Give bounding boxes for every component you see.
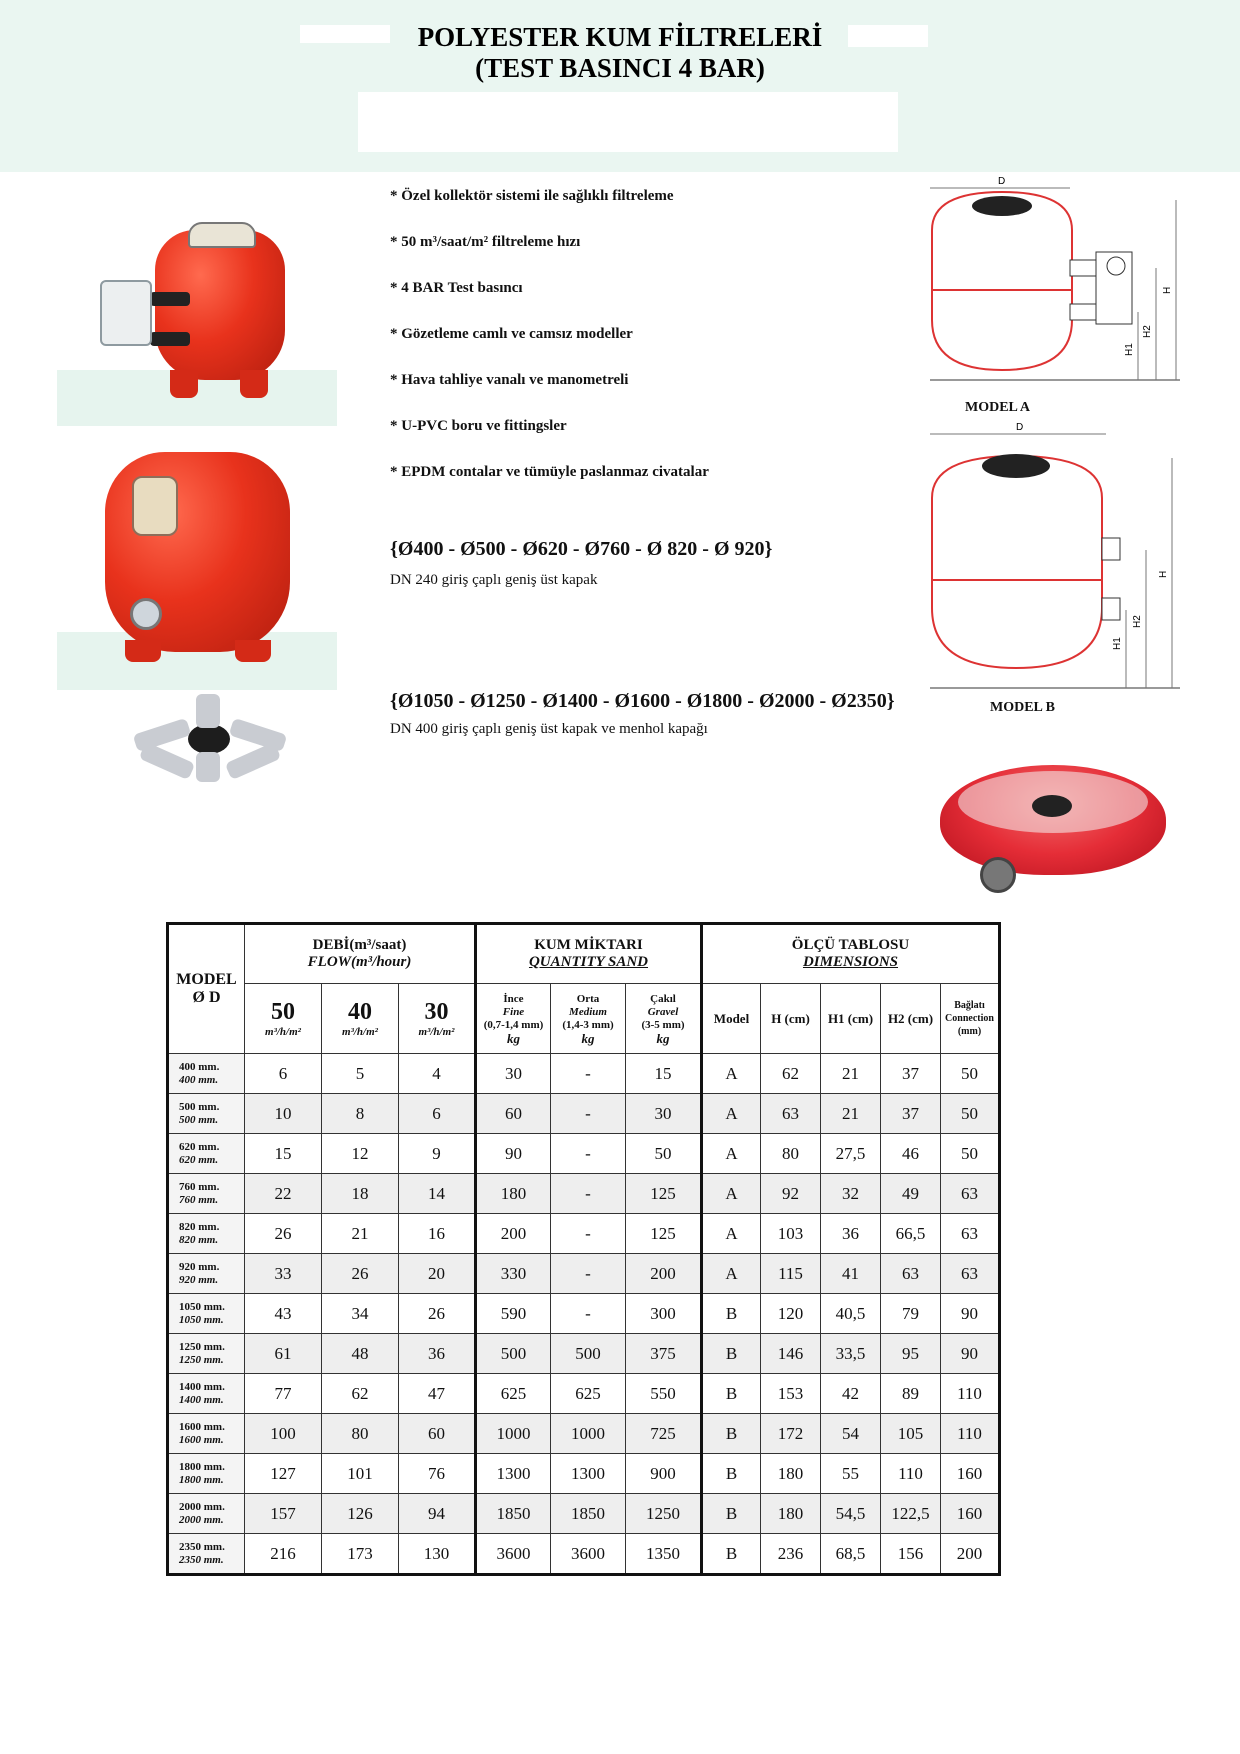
cell-f50: 15 — [245, 1134, 322, 1174]
sand-header: KUM MİKTARI QUANTITY SAND — [476, 924, 702, 984]
table-row — [168, 1214, 1000, 1254]
dim-h1-label-b: H1 — [1112, 637, 1123, 650]
table-row — [168, 1174, 1000, 1214]
model-b-label: MODEL B — [990, 700, 1055, 715]
cell-fine: 180 — [476, 1174, 551, 1214]
filter-model-b-photo — [100, 440, 300, 670]
cell-gravel: 1250 — [626, 1494, 702, 1534]
model-size-cell: 760 mm. 760 mm. — [168, 1174, 245, 1214]
cell-f50: 100 — [245, 1414, 322, 1454]
cell-f50: 77 — [245, 1374, 322, 1414]
dimensions-header: ÖLÇÜ TABLOSU DIMENSIONS — [702, 924, 1000, 984]
model-size-cell: 2000 mm. 2000 mm. — [168, 1494, 245, 1534]
cell-fine: 200 — [476, 1214, 551, 1254]
filter-model-a-photo — [90, 200, 300, 410]
cell-f50: 61 — [245, 1334, 322, 1374]
cell-f30: 130 — [399, 1534, 476, 1575]
cell-h1: 21 — [821, 1094, 881, 1134]
header-blur-bottom — [358, 92, 898, 152]
cell-f30: 16 — [399, 1214, 476, 1254]
dim-col-h: H (cm) — [761, 984, 821, 1054]
model-size-cell: 1050 mm. 1050 mm. — [168, 1294, 245, 1334]
cell-f30: 47 — [399, 1374, 476, 1414]
model-size-cell: 1400 mm. 1400 mm. — [168, 1374, 245, 1414]
cell-gravel: 725 — [626, 1414, 702, 1454]
feature-list — [390, 188, 860, 510]
cell-conn: 50 — [941, 1094, 1000, 1134]
cell-h2: 110 — [881, 1454, 941, 1494]
model-header: MODEL Ø D — [168, 924, 245, 1054]
cell-fine: 590 — [476, 1294, 551, 1334]
cell-medium: - — [551, 1054, 626, 1094]
cell-fine: 30 — [476, 1054, 551, 1094]
cell-h: 172 — [761, 1414, 821, 1454]
cell-h1: 36 — [821, 1214, 881, 1254]
dim-col-h2: H2 (cm) — [881, 984, 941, 1054]
model-a-label: MODEL A — [965, 400, 1030, 415]
table-row — [168, 1334, 1000, 1374]
cell-f40: 34 — [322, 1294, 399, 1334]
cell-h2: 37 — [881, 1094, 941, 1134]
table-row — [168, 1414, 1000, 1454]
cell-gravel: 200 — [626, 1254, 702, 1294]
cell-f50: 216 — [245, 1534, 322, 1575]
feature-item: * 4 BAR Test basıncı — [390, 280, 523, 296]
model-size-cell: 500 mm. 500 mm. — [168, 1094, 245, 1134]
cell-f40: 26 — [322, 1254, 399, 1294]
cell-type: B — [702, 1374, 761, 1414]
cell-conn: 50 — [941, 1134, 1000, 1174]
cell-medium: - — [551, 1094, 626, 1134]
cell-h2: 89 — [881, 1374, 941, 1414]
cell-f40: 5 — [322, 1054, 399, 1094]
table-row — [168, 1294, 1000, 1334]
cell-h: 180 — [761, 1454, 821, 1494]
cell-medium: - — [551, 1174, 626, 1214]
cell-medium: 3600 — [551, 1534, 626, 1575]
dim-h1-label-a: H1 — [1124, 343, 1135, 356]
dim-h-label-b: H — [1158, 570, 1169, 578]
cell-h2: 95 — [881, 1334, 941, 1374]
cell-f30: 94 — [399, 1494, 476, 1534]
cell-h2: 79 — [881, 1294, 941, 1334]
cell-medium: 500 — [551, 1334, 626, 1374]
feature-item: * EPDM contalar ve tümüyle paslanmaz civatalar — [390, 464, 709, 480]
cell-h2: 105 — [881, 1414, 941, 1454]
range-b-sizes: {Ø1050 - Ø1250 - Ø1400 - Ø1600 - Ø1800 - Ø2000 - Ø2350} — [390, 690, 895, 712]
cell-f30: 4 — [399, 1054, 476, 1094]
cell-gravel: 30 — [626, 1094, 702, 1134]
cell-fine: 330 — [476, 1254, 551, 1294]
cell-gravel: 375 — [626, 1334, 702, 1374]
cell-f50: 6 — [245, 1054, 322, 1094]
model-size-cell: 400 mm. 400 mm. — [168, 1054, 245, 1094]
cell-conn: 63 — [941, 1214, 1000, 1254]
cell-f50: 43 — [245, 1294, 322, 1334]
range-b-note: DN 400 giriş çaplı geniş üst kapak ve menhol kapağı — [390, 721, 708, 737]
cell-f40: 80 — [322, 1414, 399, 1454]
sand-col-medium: Orta Medium (1,4-3 mm) kg — [551, 984, 626, 1054]
cell-type: B — [702, 1334, 761, 1374]
cell-medium: 625 — [551, 1374, 626, 1414]
cell-fine: 1000 — [476, 1414, 551, 1454]
model-size-cell: 920 mm. 920 mm. — [168, 1254, 245, 1294]
sand-col-gravel: Çakıl Gravel (3-5 mm) kg — [626, 984, 702, 1054]
cell-h: 103 — [761, 1214, 821, 1254]
cell-type: B — [702, 1294, 761, 1334]
range-a-sizes: {Ø400 - Ø500 - Ø620 - Ø760 - Ø 820 - Ø 920} — [390, 538, 773, 560]
cell-fine: 625 — [476, 1374, 551, 1414]
cell-type: A — [702, 1094, 761, 1134]
cell-h: 92 — [761, 1174, 821, 1214]
cell-type: B — [702, 1494, 761, 1534]
feature-item: * Hava tahliye vanalı ve manometreli — [390, 372, 629, 388]
cell-gravel: 50 — [626, 1134, 702, 1174]
model-a-diagram — [920, 170, 1190, 400]
dim-h-label-a: H — [1162, 286, 1173, 294]
cell-h1: 27,5 — [821, 1134, 881, 1174]
model-size-cell: 2350 mm. 2350 mm. — [168, 1534, 245, 1575]
cell-h2: 122,5 — [881, 1494, 941, 1534]
dim-col-connection: Bağlatı Connection (mm) — [941, 984, 1000, 1054]
cell-conn: 50 — [941, 1054, 1000, 1094]
cell-f50: 26 — [245, 1214, 322, 1254]
cell-medium: - — [551, 1134, 626, 1174]
cell-f40: 8 — [322, 1094, 399, 1134]
table-row — [168, 1094, 1000, 1134]
cell-type: B — [702, 1454, 761, 1494]
cell-medium: 1300 — [551, 1454, 626, 1494]
title-line-1: POLYESTER KUM FİLTRELERİ — [417, 22, 823, 52]
sand-col-fine: İnce Fine (0,7-1,4 mm) kg — [476, 984, 551, 1054]
dim-h2-label-a: H2 — [1142, 325, 1153, 338]
cell-fine: 1850 — [476, 1494, 551, 1534]
model-size-cell: 820 mm. 820 mm. — [168, 1214, 245, 1254]
spec-table — [166, 922, 1001, 1576]
cell-h: 63 — [761, 1094, 821, 1134]
cell-type: A — [702, 1254, 761, 1294]
table-row — [168, 1134, 1000, 1174]
cell-conn: 160 — [941, 1494, 1000, 1534]
cell-h2: 156 — [881, 1534, 941, 1575]
cell-h1: 54,5 — [821, 1494, 881, 1534]
range-a-note: DN 240 giriş çaplı geniş üst kapak — [390, 572, 598, 588]
model-size-cell: 620 mm. 620 mm. — [168, 1134, 245, 1174]
cell-h1: 33,5 — [821, 1334, 881, 1374]
cell-conn: 90 — [941, 1294, 1000, 1334]
cell-h1: 40,5 — [821, 1294, 881, 1334]
title-line-2: (TEST BASINCI 4 BAR) — [475, 53, 765, 83]
cell-h: 62 — [761, 1054, 821, 1094]
cell-h2: 49 — [881, 1174, 941, 1214]
cell-h1: 32 — [821, 1174, 881, 1214]
cell-h2: 37 — [881, 1054, 941, 1094]
cell-f50: 127 — [245, 1454, 322, 1494]
cell-f40: 126 — [322, 1494, 399, 1534]
cell-h: 236 — [761, 1534, 821, 1575]
cell-f40: 173 — [322, 1534, 399, 1575]
cell-fine: 3600 — [476, 1534, 551, 1575]
feature-item: * Gözetleme camlı ve camsız modeller — [390, 326, 633, 342]
cell-gravel: 125 — [626, 1174, 702, 1214]
dim-h2-label-b: H2 — [1132, 615, 1143, 628]
cell-h: 180 — [761, 1494, 821, 1534]
cell-gravel: 15 — [626, 1054, 702, 1094]
cell-type: A — [702, 1134, 761, 1174]
model-b-diagram — [920, 418, 1190, 698]
cell-f30: 60 — [399, 1414, 476, 1454]
cell-gravel: 900 — [626, 1454, 702, 1494]
cell-fine: 90 — [476, 1134, 551, 1174]
cell-f40: 48 — [322, 1334, 399, 1374]
cell-f40: 21 — [322, 1214, 399, 1254]
cell-medium: 1850 — [551, 1494, 626, 1534]
feature-item: * 50 m³/saat/m² filtreleme hızı — [390, 234, 581, 250]
cell-f30: 6 — [399, 1094, 476, 1134]
table-row — [168, 1454, 1000, 1494]
cell-h1: 41 — [821, 1254, 881, 1294]
cell-conn: 90 — [941, 1334, 1000, 1374]
cell-h1: 21 — [821, 1054, 881, 1094]
cell-type: A — [702, 1214, 761, 1254]
model-size-cell: 1600 mm. 1600 mm. — [168, 1414, 245, 1454]
cell-h2: 46 — [881, 1134, 941, 1174]
dim-col-h1: H1 (cm) — [821, 984, 881, 1054]
cell-type: A — [702, 1174, 761, 1214]
cell-f30: 9 — [399, 1134, 476, 1174]
cell-gravel: 300 — [626, 1294, 702, 1334]
collector-bowl-photo — [940, 745, 1170, 895]
cell-conn: 200 — [941, 1534, 1000, 1575]
cell-f50: 10 — [245, 1094, 322, 1134]
cell-fine: 1300 — [476, 1454, 551, 1494]
table-body — [168, 1054, 1000, 1575]
cell-conn: 110 — [941, 1374, 1000, 1414]
cell-h1: 55 — [821, 1454, 881, 1494]
collector-photo — [130, 690, 290, 790]
cell-h2: 63 — [881, 1254, 941, 1294]
dim-d-label-a: D — [998, 176, 1006, 187]
cell-h1: 54 — [821, 1414, 881, 1454]
feature-item: * U-PVC boru ve fittingsler — [390, 418, 567, 434]
cell-f40: 101 — [322, 1454, 399, 1494]
table-row — [168, 1374, 1000, 1414]
cell-f30: 76 — [399, 1454, 476, 1494]
cell-fine: 60 — [476, 1094, 551, 1134]
page-title — [0, 22, 1240, 84]
flow-col-40: 40 m³/h/m² — [322, 984, 399, 1054]
cell-h: 115 — [761, 1254, 821, 1294]
cell-gravel: 125 — [626, 1214, 702, 1254]
cell-f30: 14 — [399, 1174, 476, 1214]
cell-medium: - — [551, 1294, 626, 1334]
cell-conn: 63 — [941, 1174, 1000, 1214]
table-row — [168, 1494, 1000, 1534]
flow-col-30: 30 m³/h/m² — [399, 984, 476, 1054]
cell-f50: 157 — [245, 1494, 322, 1534]
cell-h: 146 — [761, 1334, 821, 1374]
cell-type: B — [702, 1534, 761, 1575]
flow-header: DEBİ(m³/saat) FLOW(m³/hour) — [245, 924, 476, 984]
cell-f30: 36 — [399, 1334, 476, 1374]
cell-conn: 63 — [941, 1254, 1000, 1294]
cell-f30: 26 — [399, 1294, 476, 1334]
cell-conn: 110 — [941, 1414, 1000, 1454]
model-size-cell: 1250 mm. 1250 mm. — [168, 1334, 245, 1374]
cell-medium: - — [551, 1214, 626, 1254]
cell-f40: 18 — [322, 1174, 399, 1214]
flow-col-50: 50 m³/h/m² — [245, 984, 322, 1054]
table-row — [168, 1054, 1000, 1094]
cell-h1: 68,5 — [821, 1534, 881, 1575]
cell-f50: 22 — [245, 1174, 322, 1214]
cell-conn: 160 — [941, 1454, 1000, 1494]
cell-type: B — [702, 1414, 761, 1454]
dim-d-label-b: D — [1016, 422, 1024, 433]
cell-fine: 500 — [476, 1334, 551, 1374]
table-row — [168, 1254, 1000, 1294]
cell-h: 153 — [761, 1374, 821, 1414]
cell-f30: 20 — [399, 1254, 476, 1294]
cell-f40: 62 — [322, 1374, 399, 1414]
table-row — [168, 1534, 1000, 1575]
cell-medium: - — [551, 1254, 626, 1294]
cell-h1: 42 — [821, 1374, 881, 1414]
cell-gravel: 1350 — [626, 1534, 702, 1575]
cell-f50: 33 — [245, 1254, 322, 1294]
model-size-cell: 1800 mm. 1800 mm. — [168, 1454, 245, 1494]
cell-f40: 12 — [322, 1134, 399, 1174]
cell-gravel: 550 — [626, 1374, 702, 1414]
cell-type: A — [702, 1054, 761, 1094]
feature-item: * Özel kollektör sistemi ile sağlıklı filtreleme — [390, 188, 674, 204]
cell-h: 120 — [761, 1294, 821, 1334]
cell-medium: 1000 — [551, 1414, 626, 1454]
cell-h: 80 — [761, 1134, 821, 1174]
cell-h2: 66,5 — [881, 1214, 941, 1254]
dim-col-model: Model — [702, 984, 761, 1054]
